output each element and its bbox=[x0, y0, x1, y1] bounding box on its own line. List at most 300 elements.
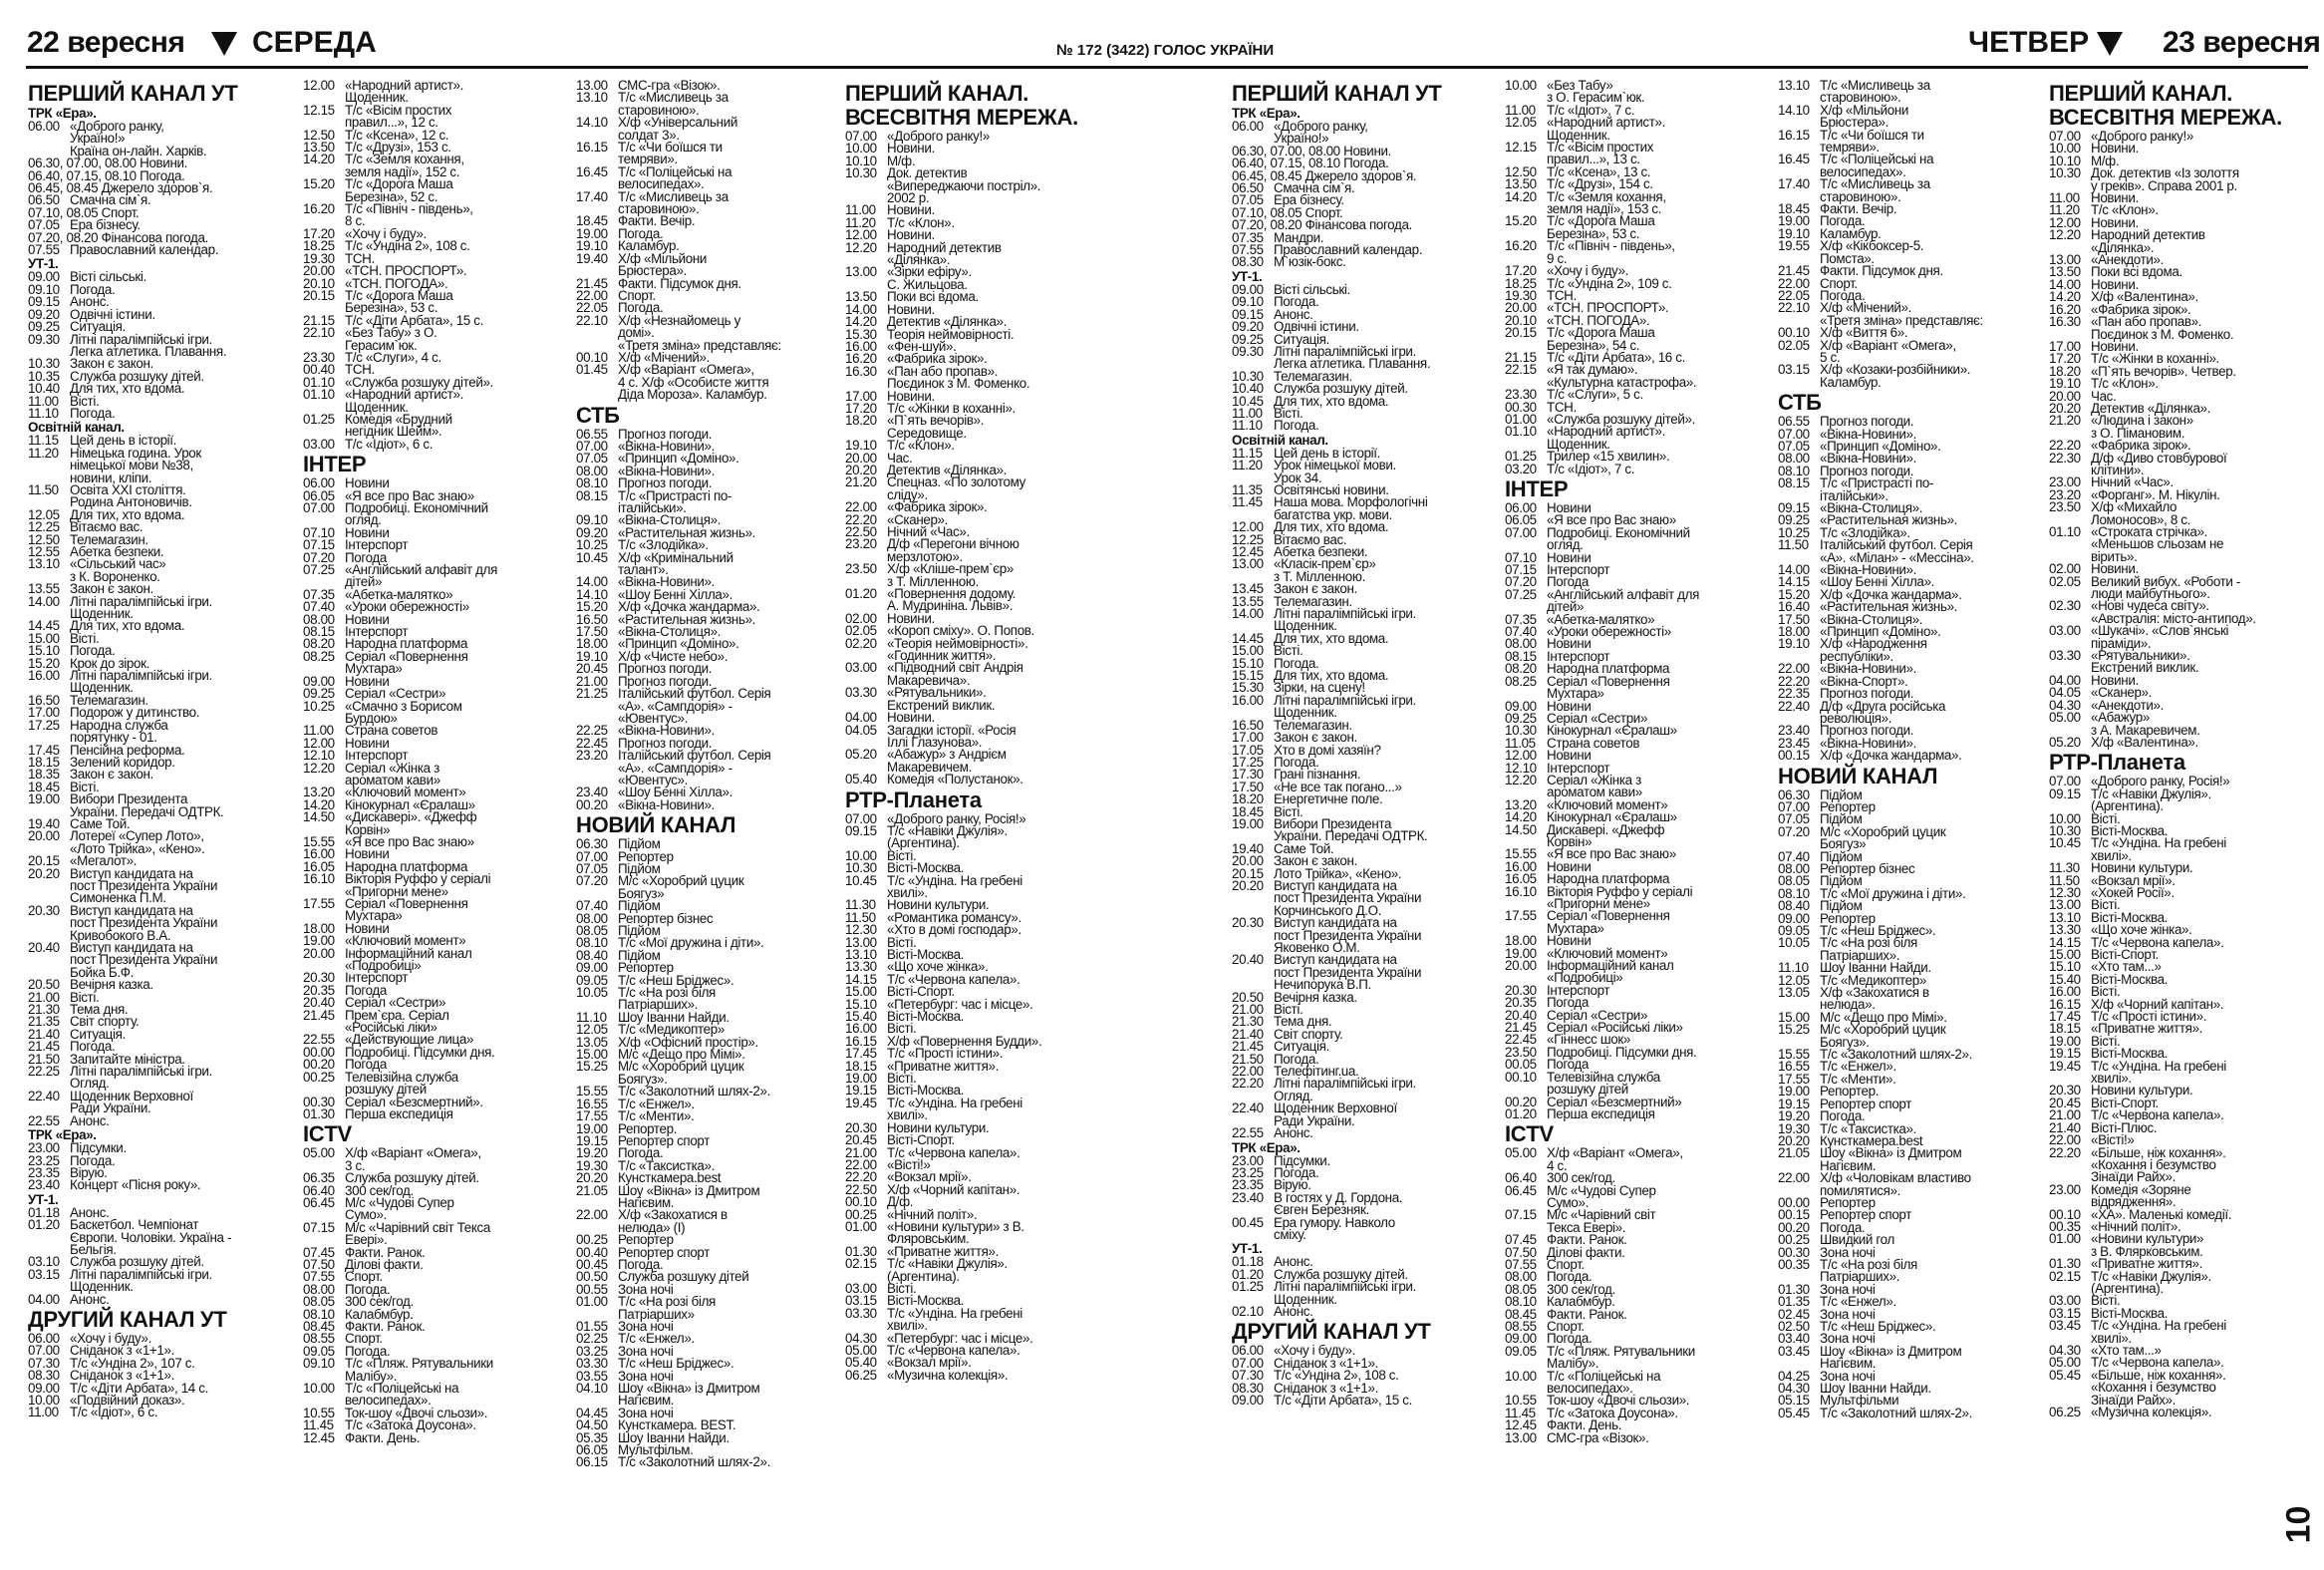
program-listing: 11.10 Погода. bbox=[1232, 418, 1319, 434]
program-listing: 10.00 «Подвійний доказ». bbox=[28, 1393, 185, 1408]
program-listing: 05.20 Х/ф «Валентина». bbox=[2049, 734, 2198, 750]
program-listing: 00.25 Репортер bbox=[576, 1232, 674, 1248]
program-listing: 12.00 Новини bbox=[303, 735, 390, 751]
program-listing: 19.00 Вісті. bbox=[845, 1071, 917, 1087]
program-listing: Боягуз» bbox=[1820, 836, 1867, 852]
program-listing: «Подробиці» bbox=[345, 958, 422, 974]
program-listing: 12.05 «Народний артист». bbox=[1505, 115, 1665, 131]
program-listing: 17.25 Народна служба bbox=[28, 717, 168, 733]
program-listing: 02.50 Т/с «Неш Бріджес». bbox=[1778, 1319, 1936, 1334]
program-listing: пост Президента України bbox=[1274, 927, 1422, 943]
program-listing: 13.50 Т/с «Друзі», 153 с. bbox=[303, 140, 451, 156]
program-listing: 01.30 Перша експедиція bbox=[303, 1105, 453, 1121]
program-listing: 00.20 Серіал «Безсмертний» bbox=[1505, 1094, 1682, 1109]
program-listing: 10.00 Вісті. bbox=[2049, 810, 2121, 826]
program-listing: 22.40 Д/ф «Друга російська bbox=[1778, 698, 1946, 714]
program-listing: 02.15 Т/с «Навіки Джулія». bbox=[2049, 1268, 2211, 1284]
program-listing: 15.20 Т/с «Дорога Маша bbox=[303, 176, 453, 192]
program-listing: 04.00 Новини. bbox=[2049, 672, 2139, 688]
program-listing: 07.00 «Доброго ранку!» bbox=[845, 129, 990, 144]
program-listing: 21.40 Ситуація. bbox=[28, 1026, 126, 1042]
program-listing: 16.15 Т/с «Чи боїшся ти bbox=[576, 140, 723, 156]
program-listing: 21.25 Італійський футбол. Серія bbox=[576, 686, 771, 702]
program-listing: 07.40 Підйом bbox=[1778, 848, 1863, 864]
program-listing: 19.10 Каламбур. bbox=[576, 238, 680, 254]
program-listing: Сумо». bbox=[345, 1207, 387, 1223]
program-listing: 12.25 Вітаємо вас. bbox=[1232, 531, 1347, 547]
channel-heading: РТР-Планета bbox=[2049, 750, 2185, 776]
program-listing: 15.20 Х/ф «Дочка жандарма». bbox=[1778, 586, 1962, 602]
program-listing: 00.20 Погода bbox=[303, 1057, 387, 1073]
program-listing: 07.15 М/с «Чарівний світ Текса bbox=[303, 1219, 490, 1235]
program-listing: 10.00 Новини. bbox=[845, 141, 935, 157]
program-listing: 05.00 Т/с «Червона капела». bbox=[845, 1343, 1020, 1358]
program-listing: 06.55 Прогноз погоди. bbox=[1778, 414, 1914, 430]
program-listing: 22.25 «Вікна-Новини». bbox=[576, 723, 716, 739]
subchannel-heading: ТРК «Ера». bbox=[1232, 1139, 1301, 1155]
program-listing: 10.55 Ток-шоу «Двочі сльози». bbox=[1505, 1393, 1690, 1409]
program-listing: 11.10 Шоу Іванни Найди. bbox=[576, 1009, 729, 1025]
program-listing: «Кохання і безумство bbox=[2091, 1380, 2216, 1396]
program-listing: 00.35 Т/с «На розі біля bbox=[1778, 1256, 1917, 1272]
program-listing: 17.55 Т/с «Менти». bbox=[576, 1108, 695, 1124]
program-listing: з Т. Мілленною. bbox=[1274, 568, 1365, 584]
program-column-4 bbox=[845, 80, 1106, 1545]
program-listing: 10.45 Для тих, хто вдома. bbox=[1232, 393, 1389, 409]
program-listing: 00.25 Телевізійна служба bbox=[303, 1069, 458, 1085]
program-listing: 17.00 Новини. bbox=[845, 388, 935, 404]
program-listing: 19.15 Вісті-Москва. bbox=[845, 1083, 965, 1099]
program-listing: 18.00 Новини bbox=[303, 920, 390, 936]
program-listing: 04.00 Анонс. bbox=[28, 1291, 110, 1307]
program-listing: огляд. bbox=[1547, 537, 1584, 553]
program-listing: 07.30 Т/с «Ундіна 2», 108 с. bbox=[1232, 1368, 1399, 1384]
program-listing: Легка атлетика. Плавання. bbox=[1274, 356, 1431, 372]
program-listing: 13.10 «Сільський час» bbox=[28, 556, 166, 572]
program-listing: Патріарших» bbox=[618, 1306, 695, 1322]
program-listing: відрядження». bbox=[2091, 1194, 2177, 1210]
program-listing: Легка атлетика. Плавання. bbox=[70, 343, 227, 359]
program-listing: 08.10 Калабмбур. bbox=[303, 1306, 414, 1322]
program-listing: Мухтара» bbox=[345, 908, 403, 924]
program-listing: 17.50 «Вікна-Столиця». bbox=[576, 624, 722, 640]
program-listing: 07.00 «Вікна-Новини». bbox=[576, 438, 716, 454]
program-listing: 00.15 Репортер спорт bbox=[1778, 1207, 1912, 1223]
program-listing: Нагієвим. bbox=[1820, 1157, 1877, 1173]
program-listing: 08.00 Погода. bbox=[1505, 1269, 1593, 1285]
program-listing: 22.40 Щоденник Верховної bbox=[28, 1088, 193, 1103]
program-listing: 17.55 Серіал «Повернення bbox=[303, 896, 468, 911]
program-listing: 03.15 Вісті-Москва. bbox=[2049, 1305, 2169, 1321]
program-listing: 22.25 Літні паралімпійські ігри. bbox=[28, 1064, 212, 1080]
program-listing: 12.05 Для тих, хто вдома. bbox=[28, 506, 185, 522]
program-listing: Боягуз» bbox=[618, 885, 665, 901]
program-listing: Діда Мороза». Каламбур. bbox=[618, 387, 767, 403]
program-listing: 01.20 «Повернення додому. bbox=[845, 586, 1016, 602]
subchannel-heading: УТ-1. bbox=[1232, 268, 1263, 284]
program-listing: Нечипорука В.П. bbox=[1274, 977, 1371, 993]
program-listing: 09.00 Т/с «Діти Арбата», 15 с. bbox=[1232, 1393, 1412, 1408]
program-listing: 12.15 Т/с «Вісім простих bbox=[303, 102, 452, 118]
program-listing: 15.25 М/с «Хоробрий цуцик bbox=[1778, 1022, 1946, 1038]
program-listing: 20.00 «ТСН. ПРОСПОРТ». bbox=[1505, 300, 1669, 316]
program-listing: 20.50 Вечірня казка. bbox=[1232, 989, 1357, 1005]
program-listing: 12.20 Народний детектив bbox=[845, 239, 1002, 255]
program-listing: Нагієвим. bbox=[1820, 1356, 1877, 1372]
program-listing: Малібу». bbox=[345, 1368, 398, 1384]
program-listing: 14.45 Для тих, хто вдома. bbox=[1232, 630, 1389, 646]
program-listing: 02.05 Х/ф «Варіант «Омега», bbox=[1778, 337, 1956, 353]
program-listing: України. Передачі ОДТРК. bbox=[1274, 828, 1428, 844]
program-listing: 01.25 Літні паралімпійські ігри. bbox=[1232, 1279, 1416, 1295]
program-listing: 23.00 Нічний «Час». bbox=[2049, 474, 2174, 490]
program-listing: 07.00 Подробиці. Економічний bbox=[1505, 524, 1690, 540]
program-listing: 06.30 Підйом bbox=[1778, 786, 1863, 802]
program-listing: 11.45 Наша мова. Морфологічні bbox=[1232, 494, 1428, 510]
program-listing: 01.30 Зона ночі bbox=[1778, 1281, 1876, 1297]
left-date: 22 вересня bbox=[27, 26, 185, 59]
program-listing: Зінаїди Райх». bbox=[2091, 1169, 2177, 1185]
program-listing: 11.20 Урок німецької мови. bbox=[1232, 458, 1396, 473]
program-listing: 11.00 Т/с «Ідіот», 7 с. bbox=[1505, 102, 1635, 118]
program-listing: 11.00 Вісті. bbox=[28, 393, 100, 409]
program-listing: 00.15 Х/ф «Дочка жандарма». bbox=[1778, 748, 1962, 764]
program-listing: 16.00 «Фен-шуй». bbox=[845, 338, 957, 354]
program-listing: 06.05 «Я все про Вас знаю» bbox=[1505, 512, 1676, 528]
program-listing: 08.45 Факти. Ранок. bbox=[1505, 1306, 1627, 1322]
program-listing: 21.45 Факти. Підсумок дня. bbox=[576, 275, 741, 291]
subchannel-heading: УТ-1. bbox=[1232, 1241, 1263, 1257]
program-listing: 06.25 «Музична колекція». bbox=[2049, 1405, 2212, 1420]
program-listing: 08.10 Калабмбур. bbox=[1505, 1294, 1615, 1310]
program-listing: «Російські ліки» bbox=[345, 1020, 437, 1036]
program-listing: 06.05 Мультфільм. bbox=[576, 1442, 694, 1458]
program-listing: 07.05 Ера бізнесу. bbox=[28, 217, 141, 233]
program-listing: 16.55 Т/с «Енжел». bbox=[1778, 1059, 1896, 1075]
program-listing: 19.20 Погода. bbox=[576, 1145, 664, 1161]
program-listing: 16.00 Новини bbox=[1505, 858, 1592, 874]
program-listing: України. Передачі ОДТРК. bbox=[70, 803, 224, 819]
right-date: 23 вересня bbox=[2163, 26, 2321, 59]
program-listing: 11.50 «Вокзал мрії». bbox=[2049, 872, 2176, 888]
program-listing: «А». «Мілан» - «Мессіна». bbox=[1820, 549, 1974, 565]
program-listing: Зінаїди Райх». bbox=[2091, 1392, 2177, 1408]
program-listing: 10.35 Служба розшуку дітей. bbox=[28, 368, 204, 384]
program-listing: 07.55 Спорт. bbox=[1505, 1256, 1585, 1272]
program-listing: 19.15 Репортер спорт bbox=[1778, 1096, 1912, 1111]
program-listing: 22.10 «Без Табу» з О. bbox=[303, 325, 437, 341]
program-listing: 00.45 Ера гумору. Навколо bbox=[1232, 1214, 1395, 1230]
program-listing: 17.50 «Не все так погано...» bbox=[1232, 779, 1402, 794]
program-listing: 10.30 Телемагазин. bbox=[1232, 368, 1352, 384]
program-listing: 11.20 Німецька година. Урок bbox=[28, 445, 201, 461]
program-listing: 07.05 «Принцип «Доміно». bbox=[576, 451, 739, 467]
program-listing: 07.00 «Доброго ранку, Росія!» bbox=[845, 810, 1026, 826]
program-listing: 09.25 Ситуація. bbox=[1232, 331, 1329, 347]
program-listing: 12.50 Телемагазин. bbox=[28, 531, 148, 547]
program-listing: Симоненка П.М. bbox=[70, 890, 166, 906]
program-listing: 10.45 Х/ф «Кримінальний bbox=[576, 549, 733, 565]
program-listing: 17.55 Т/с «Менти». bbox=[1778, 1071, 1896, 1087]
program-listing: 13.50 Т/с «Друзі», 154 с. bbox=[1505, 176, 1653, 192]
program-listing: 16.00 Вісті. bbox=[845, 1021, 917, 1037]
program-listing: 3 с. bbox=[345, 1157, 366, 1173]
program-listing: 21.05 Шоу «Вікна» із Дмитром bbox=[576, 1182, 760, 1198]
program-listing: 03.25 Зона ночі bbox=[576, 1343, 674, 1359]
program-listing: 12.30 «Хто в домі господар». bbox=[845, 922, 1021, 938]
program-listing: 17.20 «Хочу і буду». bbox=[1505, 263, 1629, 279]
program-listing: 01.10 «Служба розшуку дітей». bbox=[303, 374, 493, 390]
program-listing: люди майбутнього». bbox=[2091, 586, 2210, 602]
program-listing: 12.00 Новини. bbox=[845, 227, 935, 243]
program-listing: 08.40 Підйом bbox=[576, 947, 661, 963]
program-listing: 07.35 Мандри. bbox=[1232, 229, 1324, 245]
program-listing: 18.20 «П`ять вечорів». Четвер. bbox=[2049, 363, 2236, 379]
program-listing: Ради України. bbox=[1274, 1112, 1355, 1128]
program-listing: 22.00 Телефітинг.ua. bbox=[1232, 1064, 1359, 1080]
program-listing: 08.00 «Вікна-Новини». bbox=[1778, 451, 1917, 467]
program-listing: 07.10 Новини bbox=[1505, 549, 1592, 565]
program-listing: 06.40, 07.15, 08.10 Погода. bbox=[28, 167, 185, 183]
program-listing: 21.20 Спецназ. «По золотому bbox=[845, 474, 1025, 490]
program-listing: 08.00 Репортер бізнес bbox=[1778, 860, 1915, 876]
program-listing: мерзлотою». bbox=[887, 548, 963, 564]
program-listing: Брюстера». bbox=[1820, 115, 1888, 131]
program-listing: 06.30, 07.00, 08.00 Новини. bbox=[1232, 143, 1391, 158]
program-listing: 16.40 «Растительная жизнь». bbox=[1778, 599, 1958, 615]
program-listing: 21.00 Вісті. bbox=[1232, 1002, 1304, 1018]
program-listing: 03.00 «Шукачі». «Слов`янські bbox=[2049, 623, 2229, 639]
program-listing: 13.20 «Ключовий момент» bbox=[1505, 796, 1668, 812]
program-listing: Березіна», 53 с. bbox=[1547, 225, 1640, 241]
program-listing: 22.45 Прогноз погоди. bbox=[576, 735, 713, 751]
program-listing: 17.00 Подорож у дитинство. bbox=[28, 705, 200, 721]
program-listing: 00.20 Погода. bbox=[1778, 1219, 1866, 1235]
program-listing: 15.55 Т/с «Заколотний шлях-2». bbox=[576, 1084, 770, 1099]
program-listing: Корвін» bbox=[1547, 833, 1593, 849]
program-listing: 02.45 Зона ночі bbox=[1778, 1306, 1876, 1322]
program-listing: 01.20 Служба розшуку дітей. bbox=[1232, 1266, 1408, 1282]
program-listing: Щоденник. bbox=[70, 1279, 134, 1295]
program-listing: 20.35 Погода bbox=[1505, 995, 1589, 1011]
program-listing: 8 с. bbox=[345, 213, 366, 229]
program-listing: 23.40 Прогноз погоди. bbox=[1778, 723, 1914, 739]
program-listing: 10.40 Служба розшуку дітей. bbox=[1232, 381, 1408, 397]
program-listing: 22.45 «Гіннесс шок» bbox=[1505, 1032, 1630, 1048]
program-listing: 01.30 «Приватне життя». bbox=[2049, 1256, 2202, 1272]
program-listing: 16.50 «Растительная жизнь». bbox=[576, 611, 756, 627]
program-listing: 05.20 «Абажур» з Андрієм bbox=[845, 747, 1007, 763]
program-listing: 14.00 Літні паралімпійські ігри. bbox=[28, 593, 212, 609]
program-listing: Брюстера». bbox=[618, 263, 687, 279]
program-listing: 09.00 Новини bbox=[1505, 698, 1592, 714]
program-listing: Іллі Глазунова». bbox=[887, 734, 983, 750]
program-listing: 16.30 «Пан або пропав». bbox=[845, 363, 999, 379]
program-listing: 12.45 Факти. День. bbox=[303, 1429, 421, 1445]
program-listing: 03.55 Зона ночі bbox=[576, 1368, 674, 1384]
program-listing: 09.00 Вісті сільські. bbox=[1232, 281, 1350, 297]
program-listing: (Аргентина). bbox=[887, 835, 960, 851]
program-listing: 23.30 Т/с «Слуги», 5 с. bbox=[1505, 387, 1643, 403]
program-listing: 12.00 «Народний артист». bbox=[303, 80, 463, 93]
program-listing: 16.15 Х/ф «Повернення Будди». bbox=[845, 1033, 1042, 1049]
program-listing: «Лото Трійка», «Кено». bbox=[70, 840, 205, 856]
program-listing: Щоденник. bbox=[70, 680, 134, 696]
program-listing: 01.10 «Народний артист». bbox=[303, 387, 463, 403]
program-listing: 10.30 Док. детектив bbox=[845, 165, 968, 181]
channel-heading: НОВИЙ КАНАЛ bbox=[576, 812, 736, 838]
program-listing: 20.10 «ТСН. ПОГОДА». bbox=[1505, 312, 1650, 328]
program-listing: 12.20 Серіал «Жінка з bbox=[1505, 772, 1641, 787]
program-listing: багатства укр. мови. bbox=[1274, 506, 1392, 522]
program-listing: 03.30 «Рятувальники». bbox=[845, 685, 987, 701]
program-listing: 16.20 Т/с «Північ - південь», bbox=[303, 201, 473, 217]
program-listing: 22.20 «Більше, ніж кохання». bbox=[2049, 1144, 2226, 1160]
program-listing: домі». bbox=[618, 325, 655, 341]
program-listing: 16.15 Т/с «Чи боїшся ти bbox=[1778, 127, 1924, 143]
program-listing: 13.00 «Зірки ефіру». bbox=[845, 264, 972, 280]
program-listing: 08.00 Репортер бізнес bbox=[576, 910, 714, 926]
program-listing: піраміди». bbox=[2091, 635, 2152, 651]
program-listing: 14.15 «Шоу Бенні Хілла». bbox=[1778, 574, 1935, 590]
program-listing: солдат 3». bbox=[618, 127, 680, 143]
program-listing: клітини». bbox=[2091, 462, 2145, 477]
program-listing: 10.25 Т/с «Злодійка». bbox=[576, 537, 709, 553]
program-listing: Евері». bbox=[345, 1232, 388, 1248]
program-listing: хвилі». bbox=[887, 1107, 928, 1123]
program-listing: порятунку - 01. bbox=[70, 730, 157, 746]
program-listing: 06.50 Смачна сім`я. bbox=[28, 192, 151, 208]
program-listing: 18.00 «Принцип «Доміно». bbox=[1778, 624, 1941, 640]
program-listing: 19.15 Репортер спорт bbox=[576, 1132, 711, 1148]
program-listing: пост Президента України bbox=[70, 915, 218, 931]
program-listing: 08.05 Підйом bbox=[1778, 873, 1863, 889]
program-column-5 bbox=[1232, 80, 1493, 1545]
program-listing: Бурдою» bbox=[345, 710, 398, 726]
program-listing: 09.25 Ситуація. bbox=[28, 319, 126, 335]
program-listing: 22.20 «Фабрика зірок». bbox=[2049, 438, 2191, 454]
program-listing: 14.00 Новини. bbox=[2049, 276, 2139, 292]
program-listing: 06.45 М/с «Чудові Супер bbox=[1505, 1182, 1656, 1198]
program-listing: 19.15 Вісті-Москва. bbox=[2049, 1046, 2169, 1062]
program-listing: 22.00 Х/ф «Чоловікам властиво bbox=[1778, 1170, 1971, 1186]
program-listing: велосипедах». bbox=[618, 176, 705, 192]
program-listing: 03.45 Шоу «Вікна» із Дмитром bbox=[1778, 1343, 1962, 1359]
program-listing: «Меньшов сльозам не bbox=[2091, 536, 2224, 552]
program-listing: 09.00 Репортер bbox=[1778, 910, 1876, 926]
program-listing: 16.20 «Фабрика зірок». bbox=[2049, 301, 2191, 317]
program-listing: 16.05 Народна платформа bbox=[303, 858, 468, 874]
program-listing: 20.00 Лотереї «Супер Лото», bbox=[28, 828, 204, 844]
publication-title: № 172 (3422) ГОЛОС УКРАЇНИ bbox=[1056, 42, 1275, 59]
program-listing: 20.40 Серіал «Сестри» bbox=[1505, 1007, 1648, 1023]
program-listing: С. Жильцова. bbox=[887, 276, 968, 292]
program-listing: 09.05 Т/с «Пляж. Рятувальники bbox=[1505, 1343, 1695, 1359]
left-triangle-icon bbox=[211, 32, 237, 56]
program-listing: 13.30 «Що хоче жінка». bbox=[845, 959, 989, 975]
program-listing: 09.15 Т/с «Навіки Джулія». bbox=[2049, 785, 2211, 801]
program-listing: 08.15 Інтерспорт bbox=[1505, 648, 1610, 664]
page-header bbox=[0, 0, 2324, 70]
program-listing: 06.50 Смачна сім`я. bbox=[1232, 180, 1355, 196]
program-listing: Щоденник. bbox=[345, 90, 409, 106]
program-listing: 17.45 Т/с «Прості істини». bbox=[2049, 1009, 2207, 1025]
program-listing: 22.55 «Действующие лица» bbox=[303, 1032, 474, 1048]
program-listing: 12.20 Народний детектив bbox=[2049, 227, 2205, 243]
program-listing: 01.25 Трилер «15 хвилин». bbox=[1505, 449, 1670, 465]
program-listing: 19.00 «Ключовий момент» bbox=[303, 933, 466, 949]
program-listing: 07.50 Ділові факти. bbox=[1505, 1244, 1625, 1260]
program-listing: 18.15 «Приватне життя». bbox=[845, 1058, 999, 1074]
program-listing: 16.05 Народна платформа bbox=[1505, 871, 1670, 887]
program-listing: 09.15 «Вікна-Столиця». bbox=[1778, 500, 1923, 515]
program-listing: ароматом кави» bbox=[1547, 785, 1642, 800]
program-listing: старовиною». bbox=[1820, 188, 1901, 204]
program-listing: 20.15 Т/с «Дорога Маша bbox=[303, 287, 453, 303]
program-listing: 08.05 300 сек/год. bbox=[1505, 1281, 1615, 1297]
program-listing: 18.45 Факти. Вечір. bbox=[1778, 201, 1897, 217]
program-listing: 20.30 Виступ кандидата на bbox=[1232, 915, 1397, 931]
program-listing: 20.45 Вісті-Спорт. bbox=[845, 1132, 955, 1148]
program-listing: 11.00 Страна советов bbox=[303, 723, 438, 739]
program-listing: 13.05 Х/ф «Офісний простір». bbox=[576, 1034, 758, 1050]
program-listing: 19.40 Саме Той. bbox=[28, 815, 131, 831]
program-listing: 10.30 Закон є закон. bbox=[28, 356, 153, 372]
program-listing: 06.25 «Музична колекція». bbox=[845, 1367, 1009, 1383]
program-listing: німецької мови №38, bbox=[70, 458, 193, 473]
program-listing: 08.10 Прогноз погоди. bbox=[576, 475, 713, 491]
program-listing: 18.45 Факти. Вечір. bbox=[576, 213, 696, 229]
program-listing: 07.10, 08.05 Спорт. bbox=[28, 204, 140, 220]
program-listing: 19.10 Т/с «Клон». bbox=[2049, 376, 2159, 392]
program-listing: 16.45 Т/с «Поліцейські на bbox=[576, 163, 732, 179]
program-listing: 5 с. bbox=[1820, 349, 1841, 365]
program-listing: 08.10 Т/с «Мої дружина і діти». bbox=[576, 935, 764, 951]
program-listing: 19.40 Х/ф «Мільйони bbox=[576, 250, 708, 266]
program-listing: 09.00 Т/с «Діти Арбата», 14 с. bbox=[28, 1380, 208, 1396]
program-listing: Щоденник. bbox=[1274, 618, 1337, 634]
program-listing: 07.00 Сніданок з «1+1». bbox=[1232, 1355, 1378, 1371]
program-listing: 08.25 Серіал «Повернення bbox=[1505, 673, 1670, 689]
program-listing: 19.30 Т/с «Таксистка». bbox=[576, 1157, 715, 1173]
program-listing: 23.20 Італійський футбол. Серія bbox=[576, 748, 771, 764]
channel-heading: ПЕРШИЙ КАНАЛ УТ bbox=[28, 81, 238, 106]
program-listing: 4 с. bbox=[1547, 1157, 1568, 1173]
program-listing: 00.40 Репортер спорт bbox=[576, 1244, 711, 1260]
program-listing: 23.25 Погода. bbox=[28, 1152, 116, 1168]
program-listing: 10.10 М/ф. bbox=[845, 153, 916, 168]
program-listing: 17.50 «Вікна-Столиця». bbox=[1778, 611, 1923, 627]
program-listing: 13.00 «Анекдоти». bbox=[2049, 252, 2164, 268]
program-listing: 01.00 «Служба розшуку дітей». bbox=[1505, 411, 1695, 427]
program-listing: з А. Макаревичем. bbox=[2091, 722, 2200, 738]
program-listing: 13.00 СМС-гра «Візок». bbox=[1505, 1429, 1649, 1445]
program-listing: нелюда». bbox=[1820, 997, 1876, 1013]
program-column-8 bbox=[2049, 80, 2310, 1545]
program-listing: 07.00 Репортер bbox=[576, 848, 674, 864]
channel-heading: ДРУГИЙ КАНАЛ УТ bbox=[1232, 1319, 1431, 1345]
program-listing: 17.45 Пенсійна реформа. bbox=[28, 742, 185, 758]
program-listing: 13.55 Телемагазин. bbox=[1232, 593, 1352, 609]
program-listing: 22.00 Спорт. bbox=[576, 287, 656, 303]
program-listing: 23.40 «Шоу Бенні Хілла». bbox=[576, 785, 733, 800]
program-listing: 11.15 Цей день в історії. bbox=[28, 433, 177, 449]
program-listing: 16.00 Вісті. bbox=[2049, 984, 2121, 1000]
program-listing: 16.30 «Пан або пропав». bbox=[2049, 314, 2202, 330]
program-listing: 10.55 Ток-шоу «Двочі сльози». bbox=[303, 1405, 488, 1420]
program-listing: 22.50 Х/ф «Чорний капітан». bbox=[845, 1181, 1020, 1197]
program-listing: з Т. Мілленною. bbox=[887, 573, 979, 589]
